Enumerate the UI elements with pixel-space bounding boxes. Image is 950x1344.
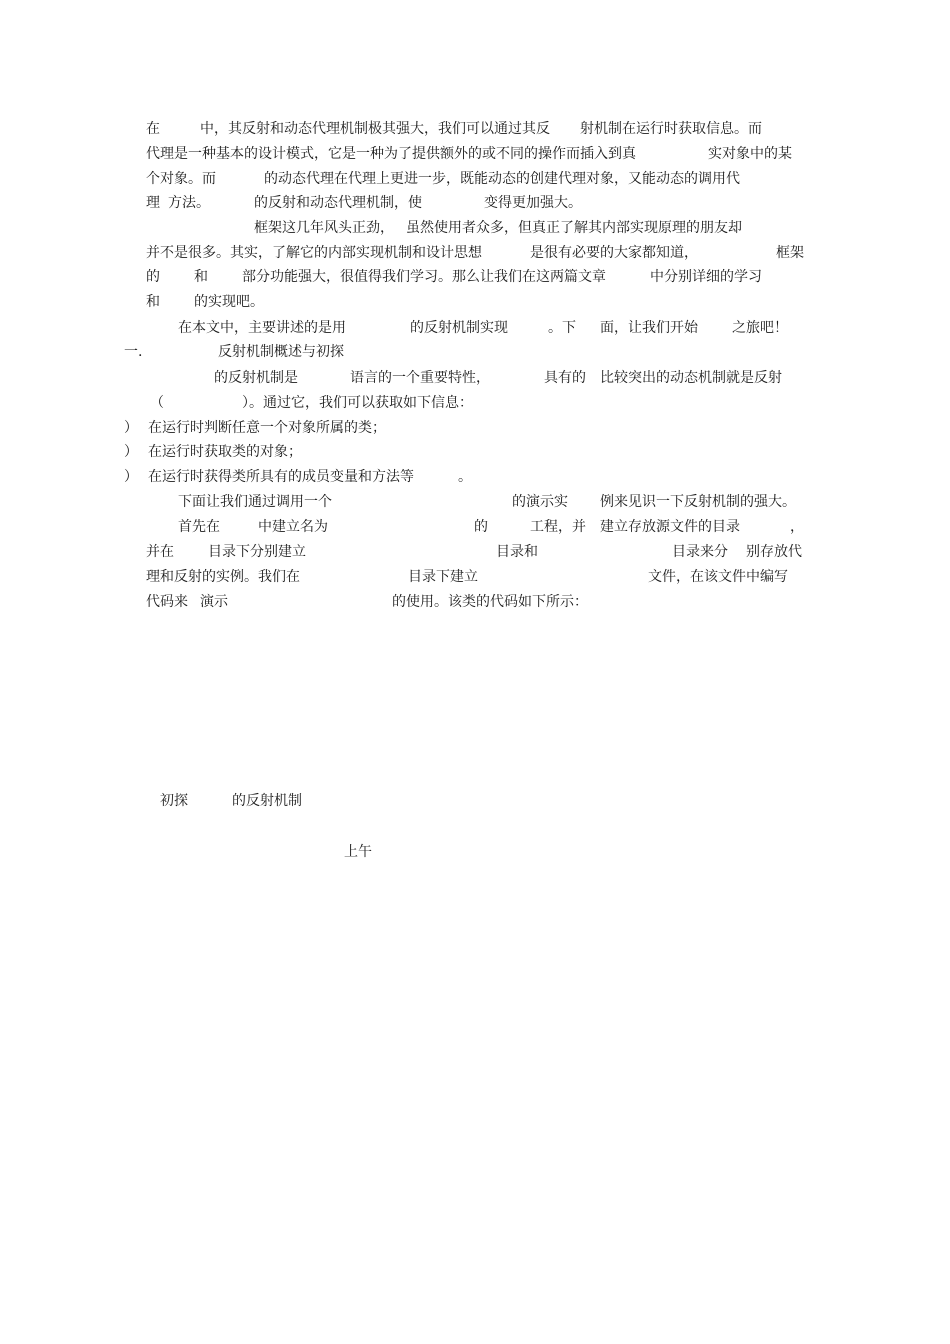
text-segment: 框架 bbox=[776, 245, 804, 261]
text-segment: 中建立名为 bbox=[258, 519, 328, 535]
footer-title-part: 初探 bbox=[160, 793, 188, 809]
text-segment: 并不是很多。其实，了解它的内部实现机制和设计思想 bbox=[146, 245, 482, 261]
text-segment: 具有的 bbox=[544, 370, 586, 386]
text-segment: 的 bbox=[474, 519, 488, 535]
text-segment: 射机制在运行时获取信息。而 bbox=[580, 121, 762, 137]
text-segment: 面，让我们开始 bbox=[600, 320, 698, 336]
text-segment: 理和反射的实例。我们在 bbox=[146, 569, 300, 585]
text-segment: 比较突出的动态机制就是反射 bbox=[600, 370, 782, 386]
text-segment: 的反射机制实现 bbox=[410, 320, 508, 336]
text-segment: 的实现吧。 bbox=[194, 294, 264, 310]
text-segment: 下面让我们通过调用一个 bbox=[178, 494, 332, 510]
text-segment: 和 bbox=[146, 294, 160, 310]
text-segment: 中，其反射和动态代理机制极其强大，我们可以通过其反 bbox=[200, 121, 550, 137]
text-segment: 的演示实 bbox=[512, 494, 568, 510]
text-segment: ）。通过它，我们可以获取如下信息： bbox=[242, 395, 473, 411]
text-segment: 在本文中，主要讲述的是用 bbox=[178, 320, 346, 336]
text-segment: 目录下建立 bbox=[408, 569, 478, 585]
text-segment: 个对象。而 bbox=[146, 171, 216, 187]
text-segment: 的反射和动态代理机制，使 bbox=[254, 195, 422, 211]
text-segment: 别存放代 bbox=[746, 544, 802, 560]
text-segment: 的反射机制是 bbox=[214, 370, 298, 386]
section-title: 反射机制概述与初探 bbox=[218, 344, 344, 360]
text-segment: 之旅吧！ bbox=[732, 320, 788, 336]
text-segment: 文件，在该文件中编写 bbox=[648, 569, 788, 585]
text-segment: 是很有必要的大家都知道， bbox=[530, 245, 698, 261]
text-segment: 中分别详细的学习 bbox=[650, 269, 762, 285]
list-marker: ） bbox=[124, 469, 138, 485]
text-segment: 演示 bbox=[200, 594, 228, 610]
text-segment: 理 bbox=[146, 195, 160, 211]
text-segment: 目录来分 bbox=[672, 544, 728, 560]
text-segment: 的动态代理在代理上更进一步，既能动态的创建代理对象，又能动态的调用代 bbox=[264, 171, 740, 187]
text-segment: 代理是一种基本的设计模式，它是一种为了提供额外的或不同的操作而插入到真 bbox=[146, 146, 636, 162]
text-segment: 代码来 bbox=[146, 594, 188, 610]
footer-title-part: 的反射机制 bbox=[232, 793, 302, 809]
text-segment: 首先在 bbox=[178, 519, 220, 535]
text-segment: 。 bbox=[458, 469, 472, 485]
list-item-text: 在运行时获得类所具有的成员变量和方法等 bbox=[148, 469, 414, 485]
text-segment: 语言的一个重要特性， bbox=[350, 370, 490, 386]
list-item-text: 在运行时获取类的对象； bbox=[148, 444, 302, 460]
text-segment: 并在 bbox=[146, 544, 174, 560]
text-segment: 变得更加强大。 bbox=[484, 195, 582, 211]
text-segment: 建立存放源文件的目录 bbox=[600, 519, 740, 535]
list-item-text: 在运行时判断任意一个对象所属的类； bbox=[148, 420, 386, 436]
text-segment: 的 bbox=[146, 269, 160, 285]
text-segment: 部分功能强大，很值得我们学习。那么让我们在这两篇文章 bbox=[242, 269, 606, 285]
text-segment: 实对象中的某 bbox=[708, 146, 792, 162]
text-segment: 例来见识一下反射机制的强大。 bbox=[600, 494, 796, 510]
text-segment: 目录下分别建立 bbox=[208, 544, 306, 560]
section-number: 一. bbox=[124, 344, 143, 360]
text-segment: 在 bbox=[146, 121, 160, 137]
text-segment: 工程，并 bbox=[530, 519, 586, 535]
text-segment: （ bbox=[150, 395, 164, 411]
footer-time-text: 上午 bbox=[344, 844, 372, 860]
text-segment: 方法。 bbox=[168, 195, 210, 211]
list-marker: ） bbox=[124, 420, 138, 436]
text-segment: ， bbox=[790, 519, 804, 535]
text-segment: 和 bbox=[194, 269, 208, 285]
text-segment: 目录和 bbox=[496, 544, 538, 560]
text-segment: 虽然使用者众多，但真正了解其内部实现原理的朋友却 bbox=[406, 220, 742, 236]
text-segment: 。下 bbox=[548, 320, 576, 336]
list-marker: ） bbox=[124, 444, 138, 460]
text-segment: 框架这几年风头正劲， bbox=[254, 220, 394, 236]
text-segment: 的使用。该类的代码如下所示： bbox=[392, 594, 588, 610]
